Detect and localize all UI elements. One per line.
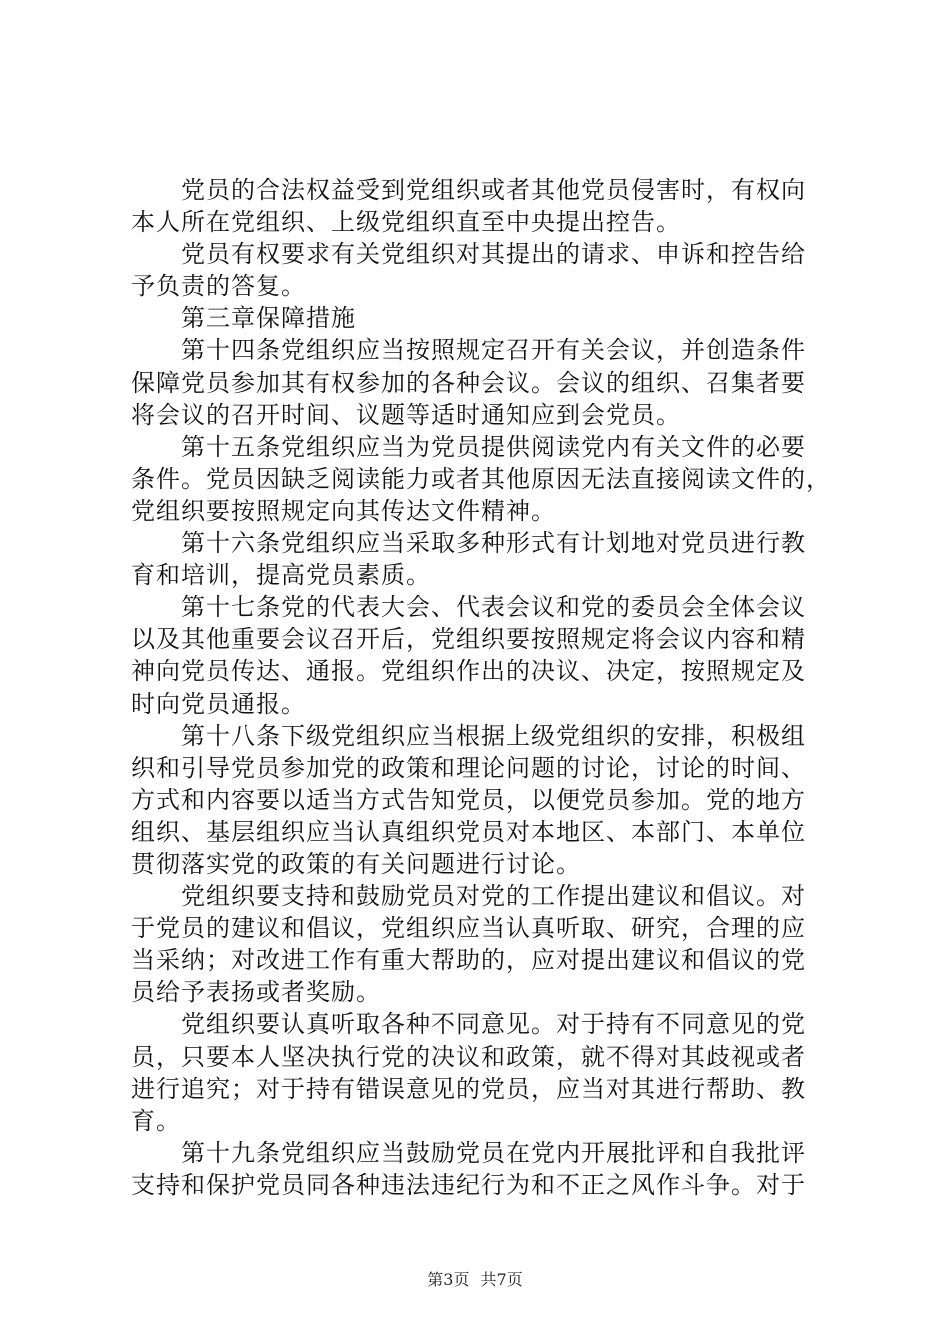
text-line: 于党员的建议和倡议，党组织应当认真听取、研究，合理的应 — [131, 914, 806, 943]
text-line: 支持和保护党员同各种违法违纪行为和不正之风作斗争。对于 — [131, 1170, 806, 1199]
text-line: 贯彻落实党的政策的有关问题进行讨论。 — [131, 849, 581, 878]
text-line: 第十八条下级党组织应当根据上级党组织的安排，积极组 — [181, 721, 806, 750]
text-line: 当采纳；对改进工作有重大帮助的，应对提出建议和倡议的党 — [131, 946, 806, 975]
text-line: 党组织要认真听取各种不同意见。对于持有不同意见的党 — [181, 1010, 806, 1039]
text-line: 予负责的答复。 — [131, 272, 306, 301]
text-line: 本人所在党组织、上级党组织直至中央提出控告。 — [131, 208, 681, 237]
text-line: 第十四条党组织应当按照规定召开有关会议，并创造条件 — [181, 336, 806, 365]
text-line: 神向党员传达、通报。党组织作出的决议、决定，按照规定及 — [131, 657, 806, 686]
text-line: 方式和内容要以适当方式告知党员，以便党员参加。党的地方 — [131, 785, 806, 814]
text-line: 条件。党员因缺乏阅读能力或者其他原因无法直接阅读文件的， — [131, 464, 831, 493]
text-line: 保障党员参加其有权参加的各种会议。会议的组织、召集者要 — [131, 368, 806, 397]
text-line: 第十七条党的代表大会、代表会议和党的委员会全体会议 — [181, 593, 806, 622]
text-line: 第十六条党组织应当采取多种形式有计划地对党员进行教 — [181, 529, 806, 558]
page-total: 共7页 — [480, 1270, 523, 1289]
page-footer — [0, 1270, 950, 1290]
text-line: 育和培训，提高党员素质。 — [131, 561, 431, 590]
text-line: 党组织要支持和鼓励党员对党的工作提出建议和倡议。对 — [181, 882, 806, 911]
section-heading: 第三章保障措施 — [181, 304, 356, 333]
text-line: 第十五条党组织应当为党员提供阅读党内有关文件的必要 — [181, 432, 806, 461]
text-line: 党组织要按照规定向其传达文件精神。 — [131, 496, 556, 525]
text-line: 组织、基层组织应当认真组织党员对本地区、本部门、本单位 — [131, 817, 806, 846]
text-line: 育。 — [131, 1106, 181, 1135]
text-line: 进行追究；对于持有错误意见的党员，应当对其进行帮助、教 — [131, 1074, 806, 1103]
text-line: 以及其他重要会议召开后，党组织要按照规定将会议内容和精 — [131, 625, 806, 654]
text-line: 员，只要本人坚决执行党的决议和政策，就不得对其歧视或者 — [131, 1042, 806, 1071]
text-line: 第十九条党组织应当鼓励党员在党内开展批评和自我批评 — [181, 1138, 806, 1167]
text-line: 党员的合法权益受到党组织或者其他党员侵害时，有权向 — [181, 176, 806, 204]
page-number: 第3页 — [427, 1270, 470, 1289]
text-line: 党员有权要求有关党组织对其提出的请求、申诉和控告给 — [181, 240, 806, 269]
text-line: 时向党员通报。 — [131, 689, 306, 718]
text-line: 员给予表扬或者奖励。 — [131, 978, 381, 1007]
document-body — [131, 174, 831, 1201]
text-line: 将会议的召开时间、议题等适时通知应到会党员。 — [131, 400, 681, 429]
text-line: 织和引导党员参加党的政策和理论问题的讨论，讨论的时间、 — [131, 753, 806, 782]
